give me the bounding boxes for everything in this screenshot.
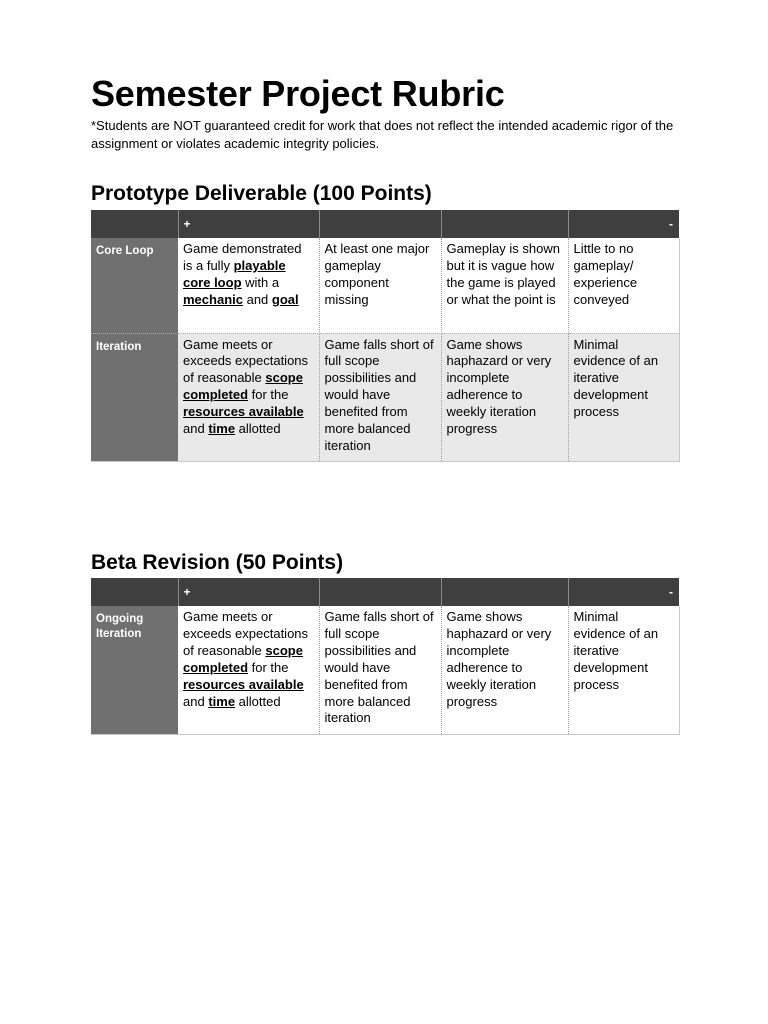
cell-text: Game meets or exceeds expectations of reasonable [183, 336, 309, 386]
cell-text: and [183, 421, 209, 437]
keyword-emphasis: time [208, 693, 236, 709]
cell-text: Game falls short of full scope possibilities and would have benefited from more balanced iteration [324, 336, 434, 453]
rubric-cell [319, 238, 441, 333]
section-heading-prototype: Prototype Deliverable (100 Points) [91, 182, 432, 205]
rubric-cell [568, 606, 679, 734]
rubric-cell [319, 333, 441, 461]
keyword-emphasis: resources available [183, 404, 304, 420]
document-page [91, 73, 679, 726]
rubric-cell [441, 333, 568, 461]
cell-text: Game shows haphazard or very incomplete adherence to weekly iteration progress [446, 609, 552, 709]
page-title: Semester Project Rubric [91, 73, 505, 114]
rubric-table-beta [91, 578, 680, 735]
cell-text: allotted [235, 693, 281, 709]
cell-text: At least one major gameplay component missing [324, 241, 430, 307]
row-label-iteration: Iteration [91, 333, 178, 461]
cell-text: and [183, 693, 209, 709]
keyword-emphasis: playable core loop [183, 257, 286, 290]
cell-text: with a [241, 274, 280, 290]
header-cell-empty [319, 578, 441, 606]
rubric-cell [441, 606, 568, 734]
rubric-cell [178, 606, 319, 734]
cell-text: Game shows haphazard or very incomplete adherence to weekly iteration progress [446, 336, 552, 437]
header-cell-empty [441, 578, 568, 606]
cell-text: Minimal evidence of an iterative development process [573, 336, 659, 420]
cell-text: Game demonstrated is a fully [183, 241, 302, 273]
rubric-cell [568, 333, 679, 461]
cell-text: for the [248, 659, 289, 675]
header-cell-empty [91, 578, 178, 606]
rubric-cell [178, 238, 319, 333]
cell-text: Game falls short of full scope possibilities and would have benefited from more balanced iteration [324, 609, 434, 726]
table-row [91, 606, 679, 734]
cell-text: Minimal evidence of an iterative development process [573, 609, 659, 692]
rubric-cell [178, 333, 319, 461]
header-cell-empty [441, 210, 568, 238]
cell-text: Little to no gameplay/ experience conveyed [573, 241, 638, 307]
cell-text: and [242, 291, 272, 307]
rubric-cell [319, 606, 441, 734]
row-label-core-loop: Core Loop [91, 238, 178, 333]
cell-text: Game meets or exceeds expectations of reasonable [183, 609, 309, 658]
disclaimer-note: *Students are NOT guaranteed credit for work that does not reflect the intended academic rigor of the assignment or violates academic integrity policies. [91, 118, 674, 151]
table-header-row [91, 210, 679, 238]
header-cell-minus: - [568, 578, 679, 606]
header-cell-empty [319, 210, 441, 238]
table-header-row [91, 578, 679, 606]
table-row [91, 333, 679, 461]
header-cell-plus: + [178, 210, 319, 238]
table-row [91, 238, 679, 333]
keyword-emphasis: scope completed [183, 642, 303, 675]
rubric-table-prototype [91, 210, 680, 462]
keyword-emphasis: mechanic [183, 291, 243, 307]
cell-text: allotted [235, 421, 281, 437]
header-cell-plus: + [178, 578, 319, 606]
cell-text: Gameplay is shown but it is vague how the game is played or what the point is [446, 241, 560, 307]
cell-text: for the [248, 387, 289, 403]
row-label-ongoing-iteration: Ongoing Iteration [91, 606, 178, 734]
header-cell-empty [91, 210, 178, 238]
rubric-cell [441, 238, 568, 333]
section-heading-beta: Beta Revision (50 Points) [91, 551, 344, 574]
header-cell-minus: - [568, 210, 679, 238]
keyword-emphasis: time [208, 421, 236, 437]
rubric-cell [568, 238, 679, 333]
keyword-emphasis: scope completed [183, 370, 303, 403]
keyword-emphasis: resources available [183, 676, 304, 692]
keyword-emphasis: goal [271, 291, 299, 307]
